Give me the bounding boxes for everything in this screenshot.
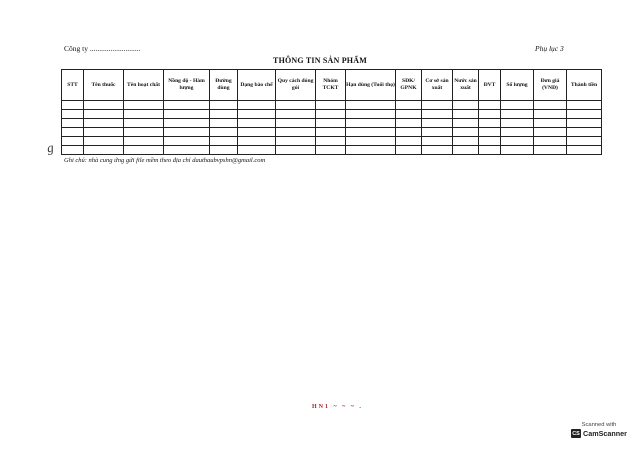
table-cell — [396, 101, 422, 110]
table-cell — [567, 128, 602, 137]
table-cell — [210, 137, 238, 146]
table-cell — [567, 119, 602, 128]
table-cell — [501, 146, 534, 155]
table-cell — [501, 128, 534, 137]
col-header-nuoc-san-xuat: Nước sản xuất — [453, 70, 479, 101]
camscanner-brand-name: CamScanner — [583, 429, 627, 438]
table-cell — [534, 119, 567, 128]
table-cell — [276, 128, 316, 137]
col-header-stt: STT — [62, 70, 84, 101]
product-table-container — [61, 69, 601, 147]
table-cell — [479, 110, 501, 119]
table-cell — [276, 101, 316, 110]
table-row — [62, 128, 602, 137]
table-cell — [422, 101, 453, 110]
table-cell — [346, 110, 396, 119]
table-cell — [479, 146, 501, 155]
col-header-quy-cach: Quy cách đóng gói — [276, 70, 316, 101]
table-cell — [346, 101, 396, 110]
col-header-ten-hoat-chat: Tên hoạt chất — [124, 70, 164, 101]
table-cell — [276, 119, 316, 128]
scanned-with-label: Scanned with — [581, 422, 617, 428]
table-cell — [453, 110, 479, 119]
table-cell — [210, 110, 238, 119]
table-body — [62, 101, 602, 155]
table-cell — [346, 128, 396, 137]
table-cell — [316, 146, 346, 155]
table-cell — [346, 119, 396, 128]
table-cell — [210, 128, 238, 137]
table-cell — [276, 110, 316, 119]
table-cell — [238, 101, 276, 110]
table-cell — [276, 137, 316, 146]
table-cell — [396, 137, 422, 146]
col-header-don-gia: Đơn giá (VNĐ) — [534, 70, 567, 101]
table-cell — [501, 101, 534, 110]
table-cell — [124, 128, 164, 137]
page-title: THÔNG TIN SẢN PHẨM — [273, 56, 367, 65]
table-cell — [124, 137, 164, 146]
table-cell — [567, 110, 602, 119]
table-cell — [210, 119, 238, 128]
table-cell — [422, 137, 453, 146]
table-row — [62, 119, 602, 128]
table-row — [62, 146, 602, 155]
table-cell — [164, 101, 210, 110]
table-cell — [84, 128, 124, 137]
table-cell — [453, 146, 479, 155]
table-cell — [396, 110, 422, 119]
table-cell — [453, 101, 479, 110]
table-cell — [210, 146, 238, 155]
col-header-dvt: ĐVT — [479, 70, 501, 101]
table-cell — [396, 128, 422, 137]
table-cell — [84, 137, 124, 146]
col-header-ten-thuoc: Tên thuốc — [84, 70, 124, 101]
table-cell — [62, 101, 84, 110]
table-cell — [501, 110, 534, 119]
camscanner-watermark — [566, 421, 632, 445]
table-cell — [238, 146, 276, 155]
table-cell — [164, 137, 210, 146]
col-header-duong-dung: Đường dùng — [210, 70, 238, 101]
table-cell — [238, 137, 276, 146]
table-cell — [124, 119, 164, 128]
product-info-table — [61, 69, 602, 155]
table-row — [62, 101, 602, 110]
table-cell — [238, 110, 276, 119]
appendix-label: Phụ lục 3 — [535, 44, 564, 53]
table-cell — [396, 146, 422, 155]
table-cell — [124, 146, 164, 155]
table-cell — [210, 101, 238, 110]
table-row — [62, 110, 602, 119]
table-cell — [316, 119, 346, 128]
table-cell — [534, 110, 567, 119]
table-cell — [479, 119, 501, 128]
table-cell — [422, 146, 453, 155]
table-cell — [346, 146, 396, 155]
table-cell — [62, 119, 84, 128]
table-cell — [124, 101, 164, 110]
table-cell — [238, 119, 276, 128]
table-cell — [346, 137, 396, 146]
col-header-nhom-tckt: Nhóm TCKT — [316, 70, 346, 101]
table-cell — [84, 101, 124, 110]
handwritten-mark: g — [45, 139, 55, 156]
table-cell — [453, 137, 479, 146]
table-cell — [396, 119, 422, 128]
col-header-dang-bao-che: Dạng bào chế — [238, 70, 276, 101]
table-cell — [316, 101, 346, 110]
table-cell — [567, 101, 602, 110]
table-cell — [479, 101, 501, 110]
table-cell — [501, 137, 534, 146]
table-cell — [84, 146, 124, 155]
footer-stamp-mark: HN1 ~ ~ ~ . — [312, 404, 363, 410]
table-cell — [453, 128, 479, 137]
col-header-thanh-tien: Thành tiền — [567, 70, 602, 101]
col-header-nong-do: Nồng độ - Hàm lượng — [164, 70, 210, 101]
table-cell — [567, 137, 602, 146]
table-cell — [534, 101, 567, 110]
col-header-han-dung: Hạn dùng (Tuổi thọ) — [346, 70, 396, 101]
company-line: Công ty ........................... — [64, 44, 141, 53]
camscanner-brand-row — [566, 429, 632, 438]
table-cell — [501, 119, 534, 128]
table-cell — [62, 146, 84, 155]
table-row — [62, 137, 602, 146]
table-cell — [276, 146, 316, 155]
table-cell — [567, 146, 602, 155]
table-cell — [422, 119, 453, 128]
table-cell — [84, 110, 124, 119]
note-text: Ghi chú: nhà cung ứng gửi file mềm theo địa chỉ dauthaubvpshn@gmail.com — [64, 157, 266, 164]
table-cell — [453, 119, 479, 128]
table-cell — [479, 137, 501, 146]
table-cell — [316, 128, 346, 137]
table-cell — [316, 110, 346, 119]
table-cell — [164, 110, 210, 119]
table-cell — [534, 128, 567, 137]
table-cell — [62, 128, 84, 137]
table-cell — [422, 110, 453, 119]
col-header-sdk-gpnk: SĐK/ GPNK — [396, 70, 422, 101]
col-header-co-so-san-xuat: Cơ sở sản xuất — [422, 70, 453, 101]
table-cell — [534, 146, 567, 155]
table-cell — [479, 128, 501, 137]
table-cell — [164, 128, 210, 137]
table-cell — [164, 146, 210, 155]
table-cell — [84, 119, 124, 128]
table-cell — [62, 137, 84, 146]
table-header-row — [62, 70, 602, 101]
table-cell — [316, 137, 346, 146]
table-cell — [238, 128, 276, 137]
table-cell — [534, 137, 567, 146]
camscanner-logo-icon: CS — [572, 430, 580, 437]
table-cell — [422, 128, 453, 137]
table-cell — [124, 110, 164, 119]
table-cell — [164, 119, 210, 128]
col-header-so-luong: Số lượng — [501, 70, 534, 101]
table-cell — [62, 110, 84, 119]
